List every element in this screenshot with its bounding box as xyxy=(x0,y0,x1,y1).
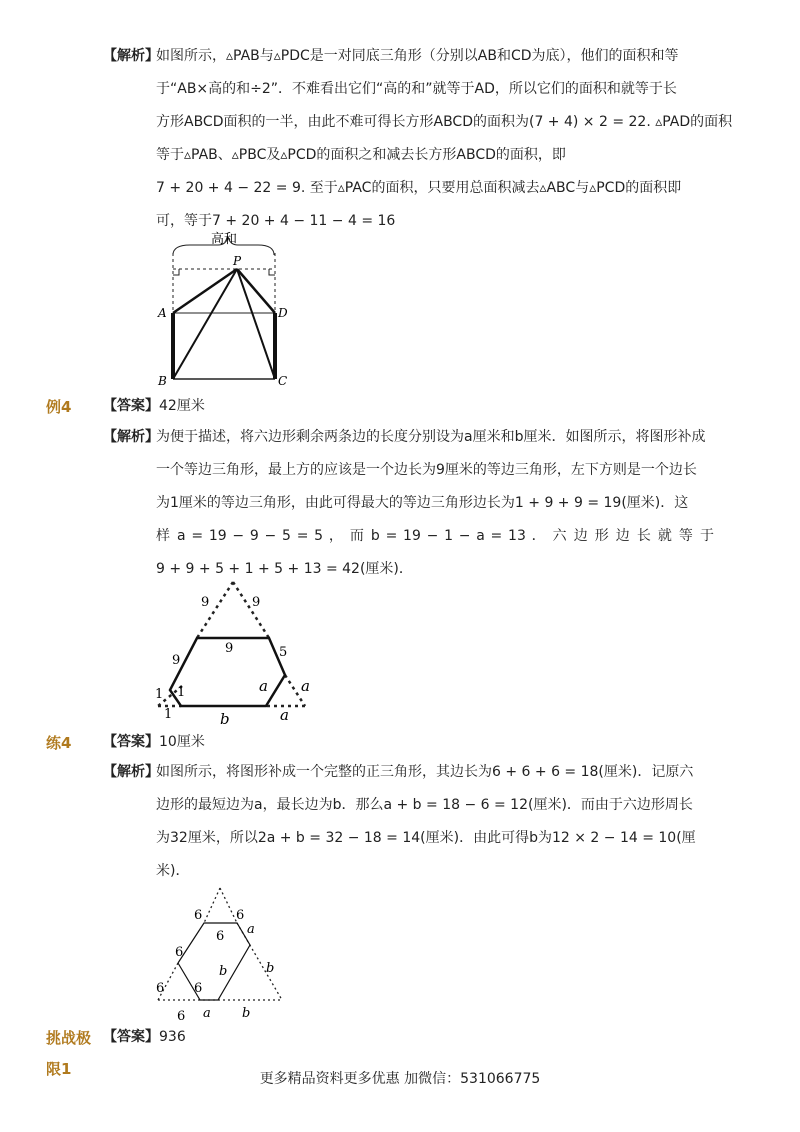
analysis-label: 【解析】 xyxy=(103,429,159,445)
footer-promo: 更多精品资料更多优惠 加微信：531066775 xyxy=(259,1071,541,1087)
label: 6 xyxy=(216,929,225,944)
label: b xyxy=(220,710,230,728)
point-C: C xyxy=(278,374,288,388)
label: 6 xyxy=(156,981,165,996)
label: b xyxy=(242,1006,251,1021)
label: a xyxy=(203,1006,211,1021)
label: 6 xyxy=(194,981,203,996)
label: 9 xyxy=(225,641,234,656)
point-A: A xyxy=(158,306,167,320)
practice4-label: 练4 xyxy=(46,734,72,752)
label: a xyxy=(247,922,255,937)
text-line: 7 + 20 + 4 − 22 = 9. 至于▵PAC的面积，只要用总面积减去▵ABC与▵PCD的面积即 xyxy=(156,180,682,196)
brace-label: 高和 xyxy=(211,232,238,247)
challenge-label-2: 限1 xyxy=(46,1060,72,1078)
label: 6 xyxy=(236,908,245,923)
text-line: 样 a = 19 − 9 − 5 = 5 ， 而 b = 19 − 1 − a = 13 ． 六 边 形 边 长 就 等 于 xyxy=(156,528,714,544)
answer-value: 936 xyxy=(159,1029,186,1045)
label: b xyxy=(266,961,275,976)
point-D: D xyxy=(278,306,288,320)
text-line: 可，等于7 + 20 + 4 − 11 − 4 = 16 xyxy=(156,213,396,229)
point-P: P xyxy=(233,254,242,268)
answer-value: 10厘米 xyxy=(159,734,205,750)
label: 1 xyxy=(177,685,186,700)
text-line: 为32厘米，所以2a + b = 32 − 18 = 14(厘米)．由此可得b为12 × 2 − 14 = 10(厘 xyxy=(156,830,696,846)
label: 9 xyxy=(201,595,210,610)
label: 1 xyxy=(155,687,164,702)
label: 6 xyxy=(194,908,203,923)
label: 6 xyxy=(175,945,184,960)
challenge-answer-row xyxy=(103,1027,186,1047)
text-line: 如图所示，▵PAB与▵PDC是一对同底三角形（分别以AB和CD为底），他们的面积和等 xyxy=(156,48,679,64)
example4-label: 例4 xyxy=(46,398,72,416)
label: a xyxy=(259,677,268,695)
label: a xyxy=(301,677,310,695)
label: 9 xyxy=(252,595,261,610)
challenge-label-1: 挑战极 xyxy=(46,1029,92,1047)
text-line: 于“AB×高的和÷2”．不难看出它们“高的和”就等于AD，所以它们的面积和就等于长 xyxy=(156,81,677,97)
text-line: 一个等边三角形，最上方的应该是一个边长为9厘米的等边三角形，左下方则是一个边长 xyxy=(156,462,697,478)
answer-value: 42厘米 xyxy=(159,398,205,414)
text-line: 如图所示，将图形补成一个完整的正三角形，其边长为6 + 6 + 6 = 18(厘米)．记原六 xyxy=(156,764,694,780)
analysis-label: 【解析】 xyxy=(103,48,159,64)
label: 5 xyxy=(279,645,288,660)
label: a xyxy=(280,706,289,724)
label: 1 xyxy=(164,707,173,722)
answer-label: 【答案】 xyxy=(103,1029,159,1045)
text-line: 方形ABCD面积的一半，由此不难可得长方形ABCD的面积为(7 + 4) × 2 = 22. ▵PAD的面积 xyxy=(156,114,733,130)
label: b xyxy=(219,964,228,979)
text-line: 为便于描述，将六边形剩余两条边的长度分别设为a厘米和b厘米．如图所示，将图形补成 xyxy=(156,429,706,445)
text-line: 等于▵PAB、▵PBC及▵PCD的面积之和减去长方形ABCD的面积，即 xyxy=(156,147,566,163)
label: 9 xyxy=(172,653,181,668)
text-line: 为1厘米的等边三角形，由此可得最大的等边三角形边长为1 + 9 + 9 = 19(厘米)．这 xyxy=(156,495,689,511)
label: 6 xyxy=(177,1009,186,1024)
text-line: 9 + 9 + 5 + 1 + 5 + 13 = 42(厘米)． xyxy=(156,561,413,577)
answer-label: 【答案】 xyxy=(103,734,159,750)
analysis-label: 【解析】 xyxy=(103,764,159,780)
text-line: 米)． xyxy=(156,863,190,879)
text-line: 边形的最短边为a，最长边为b．那么a + b = 18 − 6 = 12(厘米)．而由于六边形周长 xyxy=(156,797,693,813)
point-B: B xyxy=(158,374,167,388)
answer-label: 【答案】 xyxy=(103,398,159,414)
